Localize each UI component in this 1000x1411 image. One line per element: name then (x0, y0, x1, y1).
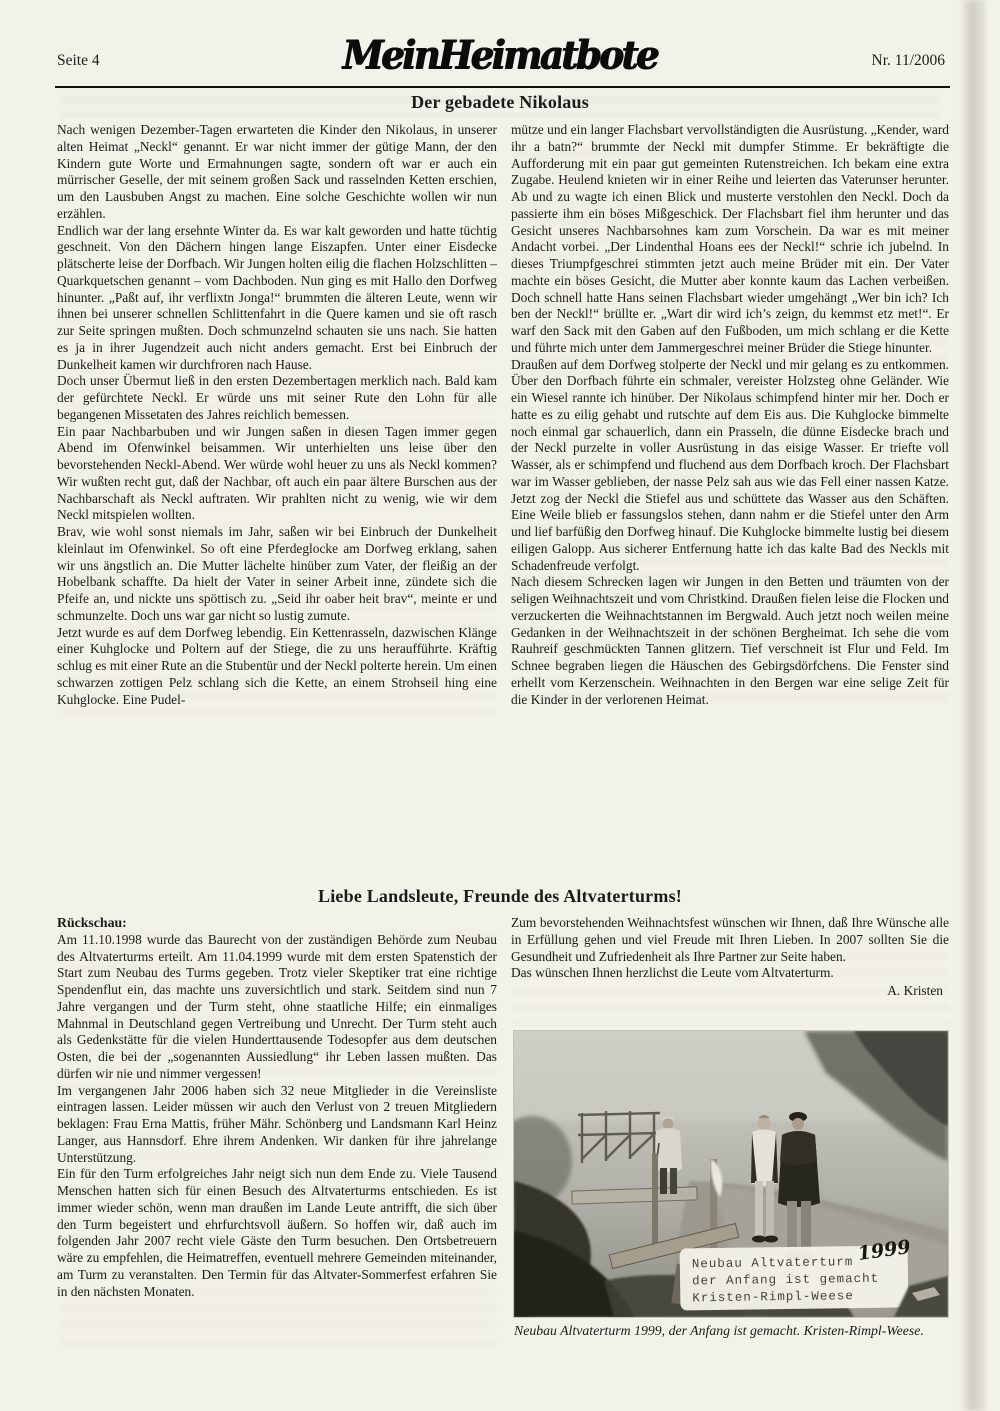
paragraph: Ein paar Nachbarbuben und wir Jungen saßen in diesen Tagen immer gegen Abend im Ofenwinkel beisammen. Wir unterhielten uns leise über den bevorstehenden Neckl-Abend. Wer würde wohl heuer zu uns als Neckl kommen? Wir wußten recht gut, daß der Nachbar, oft auch ein paar ältere Burschen aus der Nachbarschaft als Neckl auftraten. Wir prahlten nicht zu wenig, wie wir dem Neckl mitspielen wollten. (57, 423, 497, 523)
masthead-logo: MeinHeimatbote (342, 31, 658, 79)
article-nikolaus-right-column (511, 122, 949, 866)
photo-label-line1: Neubau Altvaterturm (691, 1255, 854, 1272)
scan-shadow (960, 0, 986, 1411)
photo-label-year-handwritten: 1999 (856, 1236, 912, 1265)
paragraph: Am 11.10.1998 wurde das Baurecht von der zuständigen Behörde zum Neubau des Altvaterturms erteilt. Am 11.04.1999 wurde mit dem ersten Spatenstich der Start zum Neubau des Turms gegeben. Trotz vieler Skeptiker trat eine richtige Spendenflut ein, das machte uns zuversichtlich und stark. Seitdem sind nun 7 Jahre vergangen und der Turm steht, ohne staatliche Hilfe; ein einmaliges Mahnmal in Deutschland gegen Vertreibung und Unrecht. Der Turm steht auch als Gedenkstätte für die vielen Hunderttausende Todesopfer aus dem deutschen Osten, die bei der „sogenannten Aussiedlung“ ihr Leben lassen mußten. Das dürfen wir nie und nimmer vergessen! (57, 931, 497, 1081)
photo-illustration (514, 1031, 948, 1317)
paragraph: Brav, wie wohl sonst niemals im Jahr, saßen wir bei Einbruch der Dunkelheit kleinlaut im Ofenwinkel. So oft eine Pferdeglocke am Dorfweg erklang, sahen wir uns ängstlich an. Die Mutter lächelte hinüber zum Vater, der fleißig an der Hobelbank schaffte. Da hielt der Vater in seiner Arbeit inne, zündete sich die Pfeife an, und nickte uns spöttisch zu. „Seid ihr oaber heit brav“, meinte er und schmunzelte. Doch uns war gar nicht so lustig zumute. (57, 524, 497, 623)
paragraph: Draußen auf dem Dorfweg stolperte der Neckl und mir gelang es zu entkommen. Über den Dorfbach führte ein schmaler, vereister Holzsteg ohne Geländer. Wie ein Wiesel rannte ich hinüber. Der Nikolaus schimpfend hinter mir her. Doch er hatte es zu eilig gehabt und rutschte auf dem Eis aus. Die Kuhglocke bimmelte noch einmal gar schauerlich, dann ein Prasseln, die dünne Eisdecke brach und der Neckl purzelte in voller Ausrüstung in das eisige Wasser. Er triefte voll Wasser, als er schimpfend und fluchend aus dem Dorfbach kroch. Der Flachsbart war im Wasser geblieben, der nasse Pelz sah aus wie das Fell einer nassen Katze. Jetzt zog der Neckl die Stiefel aus und schüttete das Wasser aus den Schäften. Eine Weile blieb er fassungslos stehen, dann nahm er die Stiefel unter den Arm und lief barfüßig den Dorfweg hinauf. Die Kuhglocke bimmelte lustig bei diesem eiligen Galopp. Aus sicherer Entfernung hatte ich das kalte Bad des Neckls mit Schadenfreude verfolgt. (511, 356, 949, 573)
article-title-altvaterturm: Liebe Landsleute, Freunde des Altvaterturms! (318, 886, 682, 906)
paragraph: Ein für den Turm erfolgreiches Jahr neigt sich nun dem Ende zu. Viele Tausend Menschen hatten sich für einen Besuch des Altvaterturms entschieden. Es ist immer wieder schön, wenn man draußen im Lande Leute antrifft, die sich über den Turm begeistert und ehrfurchtsvoll äußern. So hoffen wir, daß auch im folgenden Jahr 2007 recht viele Gäste den Turm besuchen. Den Ortsbetreuern wäre zu empfehlen, die Heimatreffen, eventuell mehrere Gemeinden miteinander, am Turm zu veranstalten. Den Termin für das Altvater-Sommerfest erfahren Sie in den nächsten Monaten. (57, 1166, 497, 1299)
paragraph: Nach wenigen Dezember-Tagen erwarteten die Kinder den Nikolaus, in unserer alten Heimat „Neckl“ genannt. Er war nicht immer der gütige Mann, der den Kindern gute Worte und Ermahnungen sagte, sondern oft war er auch ein mürrischer Geselle, der mit seinem großen Sack und rasselnden Ketten erschien, um den Lausbuben Angst zu machen. Eine solche Geschichte wollen wir nun erzählen. (57, 122, 497, 221)
author-signature: A. Kristen (887, 983, 943, 998)
paragraph: Doch unser Übermut ließ in den ersten Dezembertagen merklich nach. Bald kam der gefürchtete Neckl. Er würde uns mit seiner Rute den Lohn für alle begangenen Missetaten des Jahres reichlich bemessen. (57, 373, 497, 422)
article-title-nikolaus: Der gebadete Nikolaus (411, 92, 589, 112)
paragraph: Endlich war der lang ersehnte Winter da. Es war kalt geworden und hatte tüchtig geschneit. Von den Dächern hingen lange Eiszapfen. Unter einer Eisdecke plätscherte leise der Dorfbach. Wir Jungen holten eilig die flachen Holzschlitten – Quarkquetschen genannt – vom Dachboden. Nun ging es mit Hallo den Dorfweg hinunter. „Paßt auf, ihr verflixtn Jonga!“ brummten die älteren Leute, wenn wir ihnen bei unserer schnellen Schlittenfahrt in die Quere kamen und sie oft rasch zur Seite springen mußten. Doch schmunzelnd schauten sie uns nach. Sie hatten es ja in ihrer Jugendzeit auch nicht anders gemacht. Erst bei Einbruch der Dunkelheit kamen wir durchfroren nach Hause. (57, 222, 497, 372)
article-altvaterturm-left-column (57, 915, 497, 1365)
issue-number-label: Nr. 11/2006 (871, 52, 945, 69)
paragraph: Jetzt wurde es auf dem Dorfweg lebendig. Ein Kettenrasseln, dazwischen Klänge einer Kuhglocke und Poltern auf der Stiege, die zu uns heraufführte. Kräftig schlug es mit einer Rute an die Stubentür und der Neckl polterte herein. Um einen schwarzen zottigen Pelz schlang sich die Kette, an einem Strohseil hing eine Kuhglocke. Eine Pudel- (57, 624, 497, 707)
paragraph: Das wünschen Ihnen herzlichst die Leute vom Altvaterturm. (511, 965, 834, 981)
photo-caption: Neubau Altvaterturm 1999, der Anfang ist gemacht. Kristen-Rimpl-Weese. (514, 1323, 924, 1338)
paragraph: mütze und ein langer Flachsbart vervollständigten die Ausrüstung. „Kender, ward ihr a batn?“ brummte der Neckl mit dumpfer Stimme. Er bekräftigte die Aufforderung mit ein paar gut gemeinten Rutenstreichen. Ich bekam eine extra Zugabe. Heulend knieten wir in einer Reihe und leierten das Vaterunser herunter. Ab und zu wagte ich einen Blick und musterte verstohlen den Neckl. Doch da passierte ihm ein böses Mißgeschick. Der Flachsbart fiel ihm herunter und das Gesicht unseres Nachbarsohnes kam zum Vorschein. Da war es mit meiner Andacht vorbei. „Der Lindenthal Hoans ees der Neckl!“ schrie ich jubelnd. In dieses Triumpfgeschrei stimmten jetzt auch meine Brüder mit ein. Der Vater machte ein böses Gesicht, die Mutter aber konnte kaum das Lachen verbeißen. Doch schnell hatte Hans seinen Flachsbart wieder umgehängt „Wer bin ich? Ich ben der Neckl!“ brüllte er. „Wart dir wird ich’s zeign, du kemmst etz met!“. Er warf den Sack mit den Gaben auf den Fußboden, um mich schlang er die Kette und führte mich unter dem Jammergeschrei meiner Brüder die Stiege hinunter. (511, 122, 949, 355)
paragraph: Nach diesem Schrecken lagen wir Jungen in den Betten und träumten von der seligen Weihnachtszeit und vom Christkind. Draußen fielen leise die Flocken und verzuckerten die Weihnachtstannen im Bergwald. Auch jetzt noch weilen meine Gedanken in der Weihnachtszeit in der schönen Bergheimat. Ich sehe die vom Rauhreif geschmückten Tannen glitzern. Tief verschneit ist Flur und Feld. Im Schnee begraben liegen die Häuschen des Gebirgsdörfchens. Die Fenster sind erhellt vom Kerzenschein. Weihnachten in den Bergen war eine selige Zeit für die Kinder in der verlorenen Heimat. (511, 574, 949, 707)
paragraph: Im vergangenen Jahr 2006 haben sich 32 neue Mitglieder in die Vereinsliste eintragen lassen. Leider müssen wir auch den Verlust von 2 treuen Mitgliedern beklagen: Frau Erna Mattis, früher Mähr. Schönberg und Landsmann Karl Heinz Langer, aus Hannsdorf. Ehre ihrem Andenken. Wir danken für ihre jahrelange Unterstützung. (57, 1082, 497, 1165)
header-rule (55, 86, 950, 88)
page-number-label: Seite 4 (57, 52, 100, 69)
article-nikolaus-left-column (57, 122, 497, 866)
subheading-rueckschau: Rückschau: (57, 915, 127, 930)
photo-label-line3: Kristen-Rimpl-Weese (692, 1289, 854, 1306)
photo-label-line2: der Anfang ist gemacht (691, 1271, 880, 1289)
photo-altvaterturm-groundbreaking (514, 1031, 948, 1317)
article-altvaterturm-right-column (511, 915, 949, 1027)
paragraph: Zum bevorstehenden Weihnachtsfest wünschen wir Ihnen, daß Ihre Wünsche alle in Erfüllung gehen und viel Freude mit Ihren Lieben. In 2007 sollten Sie die Gesundheit und Zufriedenheit als Ihre Partner zur Seite haben. (511, 915, 949, 964)
